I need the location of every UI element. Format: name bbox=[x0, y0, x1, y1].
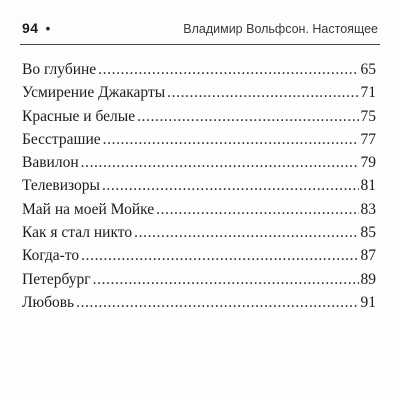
toc-entry bbox=[22, 198, 376, 221]
toc-entry bbox=[22, 81, 376, 104]
toc-entry bbox=[22, 58, 376, 81]
toc-dot-leader bbox=[103, 128, 359, 151]
toc-entry bbox=[22, 174, 376, 197]
toc-entry bbox=[22, 151, 376, 174]
header-divider bbox=[20, 44, 380, 45]
toc-entry-title: Усмирение Джакарты bbox=[22, 84, 166, 102]
toc-dot-leader bbox=[81, 244, 358, 267]
toc-entry-page: 83 bbox=[360, 200, 376, 218]
toc-entry-title: Вавилон bbox=[22, 154, 79, 172]
toc-entry-title: Как я стал никто bbox=[22, 224, 133, 242]
toc-entry-page: 85 bbox=[360, 224, 376, 242]
toc-entry-page: 75 bbox=[360, 107, 376, 125]
toc-entry-title: Бесстрашие bbox=[22, 130, 101, 148]
toc-entry-page: 65 bbox=[360, 61, 376, 78]
toc-entry bbox=[22, 128, 376, 151]
toc-entry bbox=[22, 291, 376, 314]
toc-dot-leader bbox=[76, 291, 358, 314]
toc-dot-leader bbox=[81, 151, 359, 174]
toc-entry bbox=[22, 244, 376, 267]
toc-dot-leader bbox=[93, 268, 359, 291]
toc-entry-page: 87 bbox=[360, 247, 376, 265]
header-bullet: • bbox=[45, 21, 51, 36]
toc-entry-title: Телевизоры bbox=[22, 177, 100, 195]
running-title: Владимир Вольфсон. Настоящее bbox=[183, 22, 378, 36]
table-of-contents bbox=[22, 58, 376, 314]
toc-entry bbox=[22, 105, 376, 128]
toc-entry-page: 91 bbox=[360, 293, 376, 311]
toc-entry-title: Май на моей Мойке bbox=[22, 200, 155, 218]
toc-entry-title: Во глубине bbox=[22, 61, 97, 78]
page-header bbox=[22, 20, 378, 38]
toc-dot-leader bbox=[98, 58, 358, 81]
toc-dot-leader bbox=[156, 198, 358, 221]
toc-entry-title: Красные и белые bbox=[22, 107, 136, 125]
toc-dot-leader bbox=[134, 221, 358, 244]
toc-entry-title: Когда-то bbox=[22, 247, 80, 265]
toc-entry-page: 77 bbox=[360, 130, 376, 148]
toc-entry-page: 79 bbox=[360, 154, 376, 172]
toc-entry-title: Петербург bbox=[22, 270, 91, 288]
toc-entry-page: 89 bbox=[360, 270, 376, 288]
toc-entry-page: 81 bbox=[360, 177, 376, 195]
toc-entry-page: 71 bbox=[360, 84, 376, 102]
toc-entry-title: Любовь bbox=[22, 293, 75, 311]
page-number: 94 bbox=[22, 20, 39, 36]
toc-entry bbox=[22, 221, 376, 244]
toc-dot-leader bbox=[167, 81, 358, 104]
toc-entry bbox=[22, 268, 376, 291]
toc-dot-leader bbox=[137, 105, 358, 128]
toc-dot-leader bbox=[102, 174, 359, 197]
